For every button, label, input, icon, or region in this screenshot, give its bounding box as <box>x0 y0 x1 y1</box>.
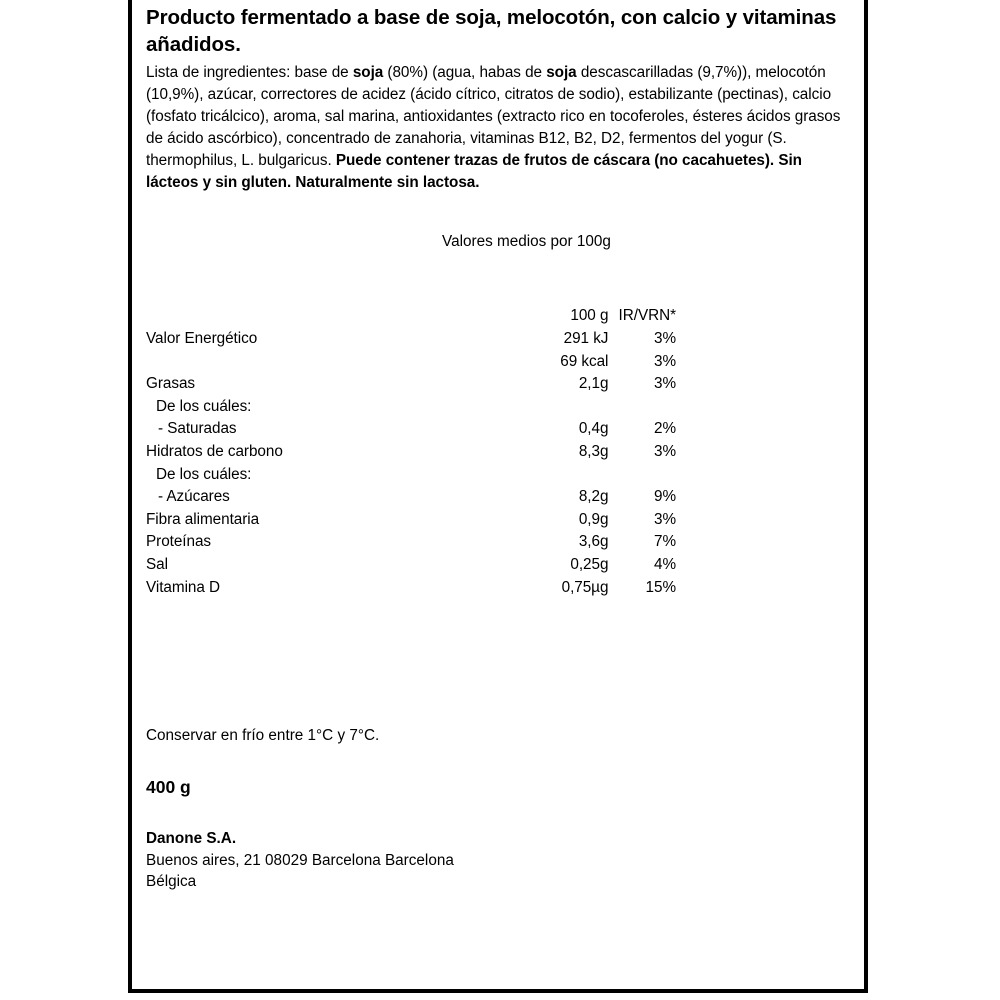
nutrient-label: Grasas <box>146 375 196 393</box>
table-row <box>146 464 676 487</box>
table-row <box>146 486 676 509</box>
company-name: Danone S.A. <box>146 830 237 848</box>
nutrient-percent: 15% <box>645 578 676 596</box>
nutrient-label: De los cuáles: <box>156 465 252 483</box>
ingredients-allergen-soja-2: soja <box>546 64 577 81</box>
company-address: Buenos aires, 21 08029 Barcelona Barcelona <box>146 851 454 869</box>
nutrient-percent: 4% <box>653 555 676 573</box>
nutrient-label <box>146 351 520 374</box>
ingredients-part-2: (80%) (agua, habas de <box>383 64 547 81</box>
nutrient-amount: 2,1g <box>578 375 609 393</box>
table-row <box>146 418 676 441</box>
nutrient-amount: 8,2g <box>578 488 609 506</box>
table-row <box>146 509 676 532</box>
net-weight: 400 g <box>146 777 191 798</box>
nutrient-percent: 2% <box>653 420 676 438</box>
table-row <box>146 441 676 464</box>
nutrient-amount: 291 kJ <box>563 330 609 347</box>
table-header-percent: IR/VRN* <box>618 307 676 324</box>
nutrient-label: Hidratos de carbono <box>146 442 283 460</box>
nutrient-label: De los cuáles: <box>156 397 252 415</box>
nutrition-label-frame <box>128 0 868 993</box>
nutrient-label: Sal <box>146 555 168 573</box>
manufacturer-info <box>146 828 854 893</box>
nutrient-amount <box>520 464 608 487</box>
table-header-amount: 100 g <box>570 307 609 324</box>
nutrient-percent: 3% <box>653 442 676 460</box>
table-row <box>146 554 676 577</box>
label-content <box>146 0 854 989</box>
storage-instructions: Conservar en frío entre 1°C y 7°C. <box>146 727 380 745</box>
nutrient-percent <box>608 396 676 419</box>
serving-size-note: Valores medios por 100g <box>442 233 611 250</box>
page-title: Producto fermentado a base de soja, melocotón, con calcio y vitaminas añadidos. <box>146 6 837 56</box>
nutrient-percent: 3% <box>653 510 676 528</box>
table-row <box>146 328 676 351</box>
nutrient-amount: 0,9g <box>578 510 609 528</box>
ingredients-list <box>146 62 854 194</box>
nutrient-percent: 3% <box>653 330 676 347</box>
nutrient-percent: 3% <box>653 352 676 370</box>
nutrient-percent: 9% <box>653 488 676 506</box>
nutrient-amount: 3,6g <box>578 533 609 551</box>
ingredients-intro: Lista de ingredientes: base de <box>146 64 353 81</box>
nutrient-percent: 7% <box>653 533 676 551</box>
nutrient-label: - Azúcares <box>158 488 230 506</box>
nutrient-amount: 0,25g <box>570 555 609 573</box>
table-row <box>146 396 676 419</box>
nutrient-percent <box>608 464 676 487</box>
nutrient-label: Fibra alimentaria <box>146 510 260 528</box>
nutrient-amount: 0,75µg <box>561 578 609 596</box>
nutrient-label: Valor Energético <box>146 330 258 347</box>
ingredients-allergen-soja-1: soja <box>352 64 384 81</box>
table-header-row <box>146 304 676 328</box>
nutrient-amount <box>520 396 608 419</box>
table-row <box>146 373 676 396</box>
nutrient-amount: 8,3g <box>578 442 609 460</box>
table-row <box>146 531 676 554</box>
nutrient-label: Proteínas <box>146 533 212 551</box>
nutrient-label: - Saturadas <box>158 420 237 438</box>
table-header-label <box>146 304 520 328</box>
company-country: Bélgica <box>146 873 197 891</box>
table-row <box>146 577 676 600</box>
nutrition-facts-table <box>146 304 676 599</box>
nutrient-amount: 69 kcal <box>560 352 609 370</box>
nutrient-label: Vitamina D <box>146 578 221 596</box>
nutrient-amount: 0,4g <box>578 420 609 438</box>
nutrient-percent: 3% <box>653 375 676 393</box>
ingredients-allergen-warning: Puede contener trazas de frutos de cáscara (no cacahuetes). Sin lácteos y sin gluten. Naturalmente sin lactosa. <box>146 152 802 191</box>
ingredients-part-3: descascarilladas (9,7%)), melocotón (10,9%), azúcar, correctores de acidez (ácido cítrico, citratos de sodio), estabilizante (pectinas), calcio (fosfato tricálcico), aroma, sal marina, antioxidantes (extracto rico en tocoferoles, ésteres ácidos grasos de ácido ascórbico), concentrado de zanahoria, vitaminas B12, B2, D2, fermentos del yogur (S. thermophilus, L. bulgaricus. <box>146 64 841 169</box>
table-row <box>146 351 676 374</box>
